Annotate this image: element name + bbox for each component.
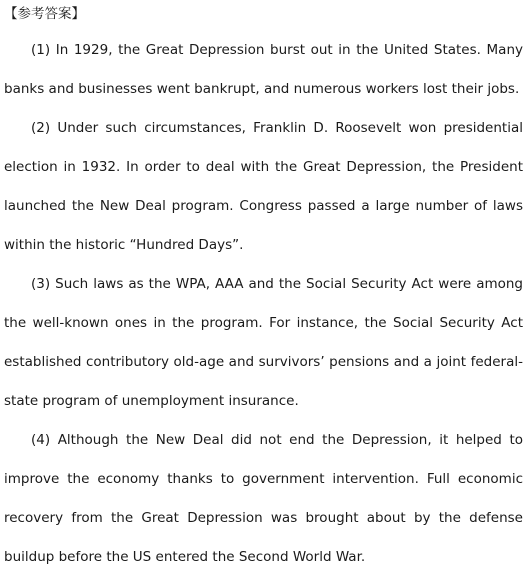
answer-paragraph-3: (3) Such laws as the WPA, AAA and the Social Security Act were among the well-known ones in the program. For instance, the Social Security Act established contributory old-age and survivors’ pensions and a joint federal-state program of unemployment insurance. [4, 276, 523, 409]
answer-paragraph-2: (2) Under such circumstances, Franklin D. Roosevelt won presidential election in 1932. In order to deal with the Great Depression, the President launched the New Deal program. Congress passed a large number of laws within the historic “Hundred Days”. [4, 120, 523, 253]
answer-paragraph-1: (1) In 1929, the Great Depression burst out in the United States. Many banks and businesses went bankrupt, and numerous workers lost their jobs. [4, 42, 523, 97]
answer-paragraph-4: (4) Although the New Deal did not end the Depression, it helped to improve the economy thanks to government intervention. Full economic recovery from the Great Depression was brought about by the defense buildup before the US entered the Second World War. [4, 432, 523, 565]
answer-header: 【参考答案】 [4, 6, 85, 22]
